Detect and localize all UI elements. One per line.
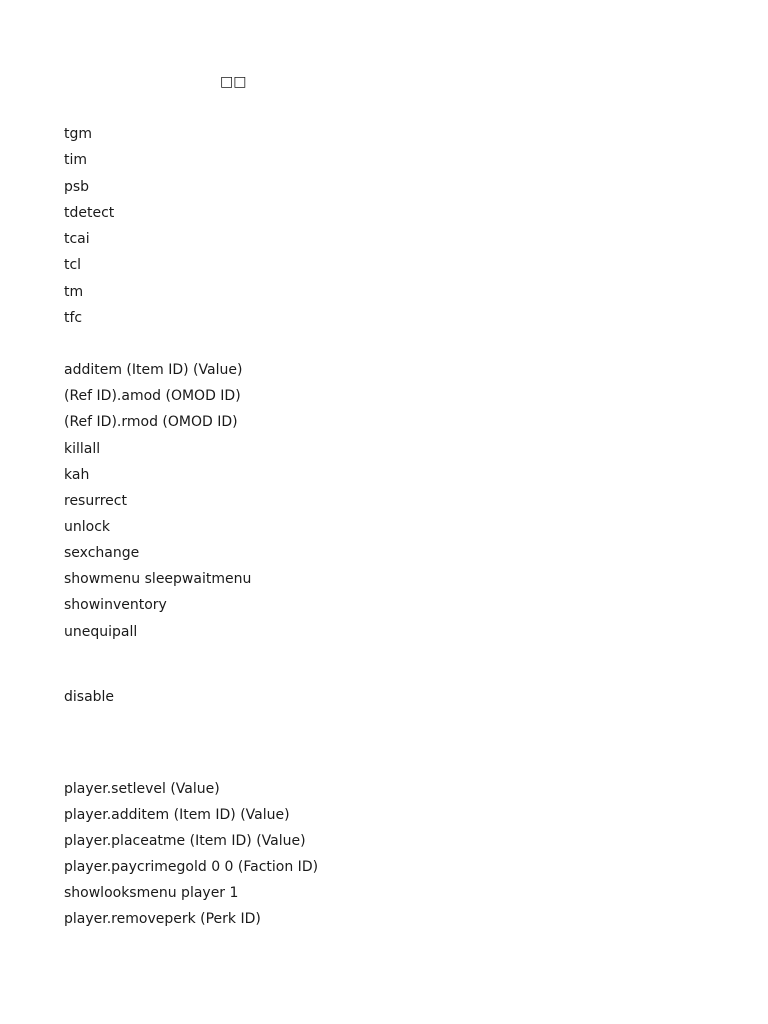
command-line: kah [64,467,90,483]
command-line: unequipall [64,624,138,640]
command-line: (Ref ID).amod (OMOD ID) [64,388,241,404]
command-line: psb [64,179,90,195]
command-line: resurrect [64,493,127,509]
command-line: player.setlevel (Value) [64,781,220,797]
command-line: unlock [64,519,111,535]
command-line: showmenu sleepwaitmenu [64,571,252,587]
command-line: player.removeperk (Perk ID) [64,911,261,927]
command-line: tdetect [64,205,115,221]
command-line: sexchange [64,545,140,561]
command-line: tm [64,284,84,300]
command-line: killall [64,441,101,457]
command-line: tcai [64,231,90,247]
command-line: showinventory [64,597,167,613]
command-line: player.additem (Item ID) (Value) [64,807,290,823]
command-line: tim [64,152,88,168]
command-line: tgm [64,126,93,142]
command-line: player.paycrimegold 0 0 (Faction ID) [64,859,319,875]
command-line: tfc [64,310,83,326]
command-line: player.placeatme (Item ID) (Value) [64,833,306,849]
command-line: disable [64,689,115,705]
command-line: additem (Item ID) (Value) [64,362,243,378]
document-title: □□ [220,74,247,90]
command-line: tcl [64,257,82,273]
command-line: showlooksmenu player 1 [64,885,239,901]
command-line: (Ref ID).rmod (OMOD ID) [64,414,238,430]
